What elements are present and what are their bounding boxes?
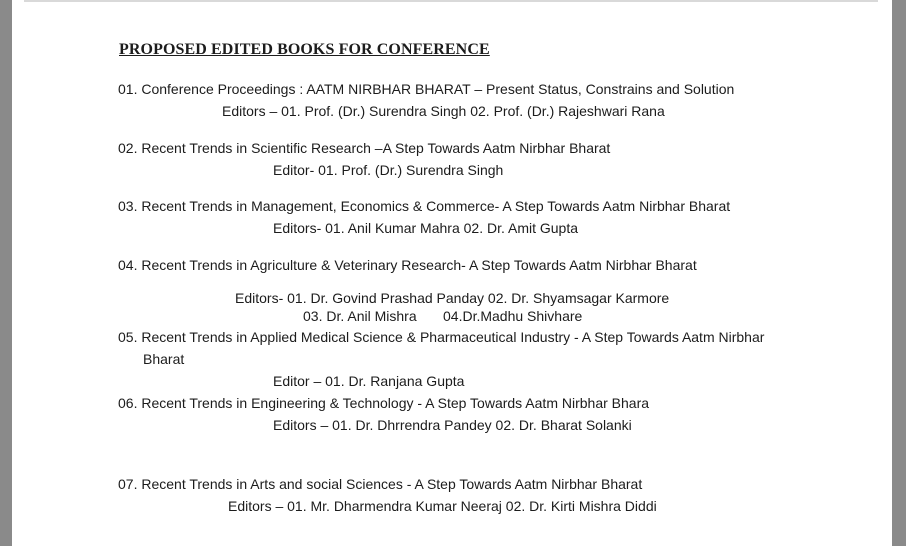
book-4-title: 04. Recent Trends in Agriculture & Veterinary Research- A Step Towards Aatm Nirbhar Bharat xyxy=(118,257,697,273)
book-4-editors: Editors- 01. Dr. Govind Prashad Panday 02. Dr. Shyamsagar Karmore xyxy=(235,290,670,306)
viewer-left-margin xyxy=(0,0,12,546)
book-4-editors-3: 03. Dr. Anil Mishra xyxy=(303,308,417,324)
book-6-title: 06. Recent Trends in Engineering & Technology - A Step Towards Aatm Nirbhar Bhara xyxy=(118,395,650,411)
book-7-editors: Editors – 01. Mr. Dharmendra Kumar Neeraj 02. Dr. Kirti Mishra Diddi xyxy=(228,498,657,514)
page-top-edge xyxy=(24,0,878,2)
book-3-editors: Editors- 01. Anil Kumar Mahra 02. Dr. Amit Gupta xyxy=(273,220,579,236)
book-5-title: 05. Recent Trends in Applied Medical Science & Pharmaceutical Industry - A Step Towards Aatm Nirbhar xyxy=(118,329,765,345)
document-page xyxy=(12,0,892,546)
book-1-title: 01. Conference Proceedings : AATM NIRBHAR BHARAT – Present Status, Constrains and Solution xyxy=(118,81,735,97)
book-5-title-continued: Bharat xyxy=(143,351,185,367)
document-heading: PROPOSED EDITED BOOKS FOR CONFERENCE xyxy=(119,41,490,58)
book-4-editors-4: 04.Dr.Madhu Shivhare xyxy=(443,308,583,324)
book-6-editors: Editors – 01. Dr. Dhrrendra Pandey 02. Dr. Bharat Solanki xyxy=(273,417,632,433)
viewer-right-margin xyxy=(892,0,906,546)
book-2-title: 02. Recent Trends in Scientific Research –A Step Towards Aatm Nirbhar Bharat xyxy=(118,140,611,156)
book-3-title: 03. Recent Trends in Management, Economics & Commerce- A Step Towards Aatm Nirbhar Bharat xyxy=(118,198,731,214)
book-2-editors: Editor- 01. Prof. (Dr.) Surendra Singh xyxy=(273,162,504,178)
book-7-title: 07. Recent Trends in Arts and social Sciences - A Step Towards Aatm Nirbhar Bharat xyxy=(118,476,643,492)
book-1-editors: Editors – 01. Prof. (Dr.) Surendra Singh 02. Prof. (Dr.) Rajeshwari Rana xyxy=(222,103,665,119)
book-5-editors: Editor – 01. Dr. Ranjana Gupta xyxy=(273,373,465,389)
